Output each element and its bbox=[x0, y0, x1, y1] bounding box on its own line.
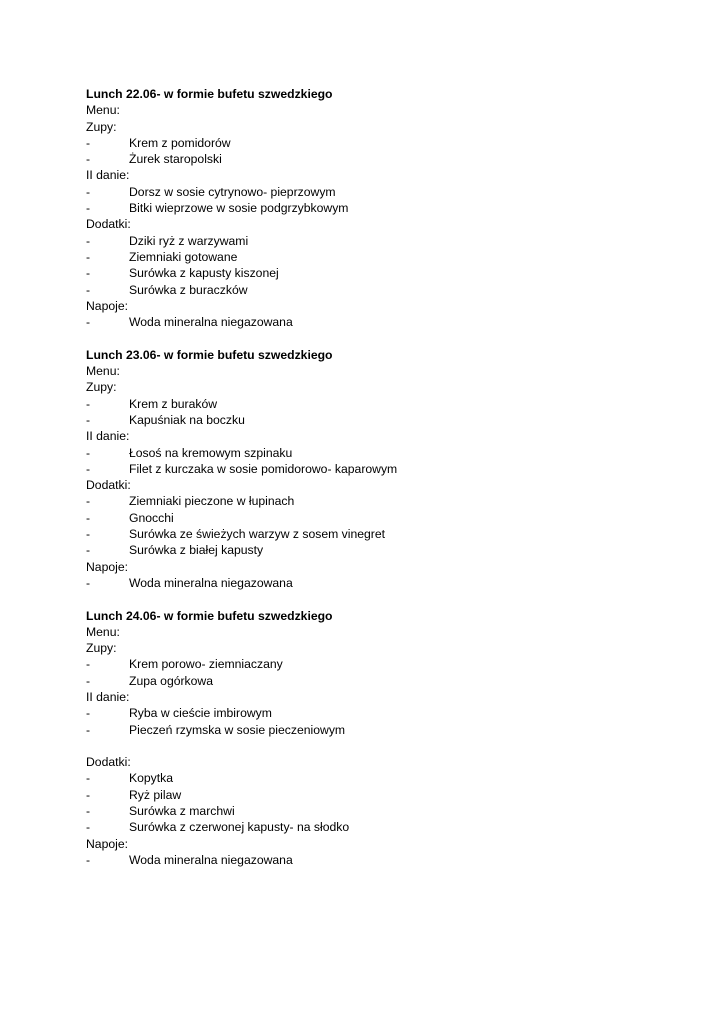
list-item-text: Dorsz w sosie cytrynowo- pieprzowym bbox=[129, 184, 336, 199]
list-item-text: Ryż pilaw bbox=[129, 787, 182, 802]
list-item bbox=[86, 526, 646, 542]
bullet-dash: - bbox=[86, 494, 91, 509]
list-item bbox=[86, 249, 646, 265]
list-item bbox=[86, 705, 646, 721]
bullet-dash: - bbox=[86, 852, 91, 867]
list-item-text: Kapuśniak na boczku bbox=[129, 412, 245, 427]
bullet-dash: - bbox=[86, 412, 91, 427]
bullet-dash: - bbox=[86, 543, 91, 558]
list-item-text: Ziemniaki pieczone w łupinach bbox=[129, 494, 295, 509]
list-item-text: Woda mineralna niegazowana bbox=[129, 315, 293, 330]
list-item-text: Ryba w cieście imbirowym bbox=[129, 706, 272, 721]
section-label: Zupy: bbox=[86, 641, 117, 656]
section-label: Zupy: bbox=[86, 119, 117, 134]
list-item-text: Surówka z białej kapusty bbox=[129, 543, 264, 558]
bullet-dash: - bbox=[86, 266, 91, 281]
bullet-dash: - bbox=[86, 445, 91, 460]
menu-block bbox=[86, 86, 646, 330]
list-item bbox=[86, 282, 646, 298]
list-item-text: Surówka z marchwi bbox=[129, 804, 235, 819]
blank-line bbox=[86, 738, 646, 754]
menu-block bbox=[86, 347, 646, 591]
bullet-dash: - bbox=[86, 527, 91, 542]
list-item-text: Dziki ryż z warzywami bbox=[129, 233, 249, 248]
list-item bbox=[86, 852, 646, 868]
list-item bbox=[86, 396, 646, 412]
bullet-dash: - bbox=[86, 804, 91, 819]
list-item bbox=[86, 233, 646, 249]
bullet-dash: - bbox=[86, 396, 91, 411]
section-label: II danie: bbox=[86, 689, 130, 704]
bullet-dash: - bbox=[86, 673, 91, 688]
list-item bbox=[86, 722, 646, 738]
section-label: Dodatki: bbox=[86, 755, 131, 770]
section-label: Zupy: bbox=[86, 380, 117, 395]
bullet-dash: - bbox=[86, 787, 91, 802]
list-item-text: Filet z kurczaka w sosie pomidorowo- kaparowym bbox=[129, 461, 398, 476]
list-item-text: Kopytka bbox=[129, 771, 174, 786]
list-item bbox=[86, 819, 646, 835]
list-item bbox=[86, 135, 646, 151]
section-label: II danie: bbox=[86, 429, 130, 444]
list-item bbox=[86, 656, 646, 672]
list-item bbox=[86, 510, 646, 526]
menu-content bbox=[86, 86, 646, 885]
list-item bbox=[86, 787, 646, 803]
list-item-text: Surówka ze świeżych warzyw z sosem vinegret bbox=[129, 527, 386, 542]
list-item bbox=[86, 265, 646, 281]
list-item-text: Gnocchi bbox=[129, 510, 174, 525]
list-item-text: Żurek staropolski bbox=[129, 152, 222, 167]
bullet-dash: - bbox=[86, 820, 91, 835]
list-item-text: Surówka z buraczków bbox=[129, 282, 248, 297]
list-item bbox=[86, 770, 646, 786]
list-item bbox=[86, 184, 646, 200]
list-item bbox=[86, 461, 646, 477]
bullet-dash: - bbox=[86, 315, 91, 330]
list-item-text: Surówka z kapusty kiszonej bbox=[129, 266, 279, 281]
list-item-text: Bitki wieprzowe w sosie podgrzybkowym bbox=[129, 201, 349, 216]
menu-title: Lunch 23.06- w formie bufetu szwedzkiego bbox=[86, 347, 333, 362]
bullet-dash: - bbox=[86, 771, 91, 786]
menu-label: Menu: bbox=[86, 364, 120, 379]
bullet-dash: - bbox=[86, 233, 91, 248]
list-item-text: Krem z pomidorów bbox=[129, 135, 231, 150]
list-item-text: Krem porowo- ziemniaczany bbox=[129, 657, 283, 672]
list-item-text: Woda mineralna niegazowana bbox=[129, 852, 293, 867]
bullet-dash: - bbox=[86, 657, 91, 672]
list-item-text: Woda mineralna niegazowana bbox=[129, 575, 293, 590]
list-item bbox=[86, 673, 646, 689]
list-item-text: Krem z buraków bbox=[129, 396, 218, 411]
bullet-dash: - bbox=[86, 706, 91, 721]
bullet-dash: - bbox=[86, 510, 91, 525]
bullet-dash: - bbox=[86, 135, 91, 150]
list-item bbox=[86, 314, 646, 330]
list-item bbox=[86, 445, 646, 461]
bullet-dash: - bbox=[86, 201, 91, 216]
list-item-text: Łosoś na kremowym szpinaku bbox=[129, 445, 293, 460]
list-item-text: Zupa ogórkowa bbox=[129, 673, 214, 688]
list-item bbox=[86, 493, 646, 509]
section-label: Napoje: bbox=[86, 298, 129, 313]
section-label: Dodatki: bbox=[86, 478, 131, 493]
list-item-text: Ziemniaki gotowane bbox=[129, 249, 238, 264]
bullet-dash: - bbox=[86, 184, 91, 199]
list-item bbox=[86, 412, 646, 428]
list-item bbox=[86, 803, 646, 819]
section-label: II danie: bbox=[86, 168, 130, 183]
bullet-dash: - bbox=[86, 461, 91, 476]
section-label: Napoje: bbox=[86, 836, 129, 851]
list-item bbox=[86, 542, 646, 558]
bullet-dash: - bbox=[86, 722, 91, 737]
bullet-dash: - bbox=[86, 282, 91, 297]
list-item-text: Surówka z czerwonej kapusty- na słodko bbox=[129, 820, 350, 835]
menu-label: Menu: bbox=[86, 624, 120, 639]
section-label: Dodatki: bbox=[86, 217, 131, 232]
menu-title: Lunch 22.06- w formie bufetu szwedzkiego bbox=[86, 87, 333, 101]
menu-block bbox=[86, 608, 646, 869]
bullet-dash: - bbox=[86, 152, 91, 167]
list-item bbox=[86, 151, 646, 167]
menu-title: Lunch 24.06- w formie bufetu szwedzkiego bbox=[86, 608, 333, 623]
list-item bbox=[86, 200, 646, 216]
section-label: Napoje: bbox=[86, 559, 129, 574]
bullet-dash: - bbox=[86, 575, 91, 590]
list-item-text: Pieczeń rzymska w sosie pieczeniowym bbox=[129, 722, 346, 737]
list-item bbox=[86, 575, 646, 591]
menu-label: Menu: bbox=[86, 103, 120, 118]
bullet-dash: - bbox=[86, 249, 91, 264]
